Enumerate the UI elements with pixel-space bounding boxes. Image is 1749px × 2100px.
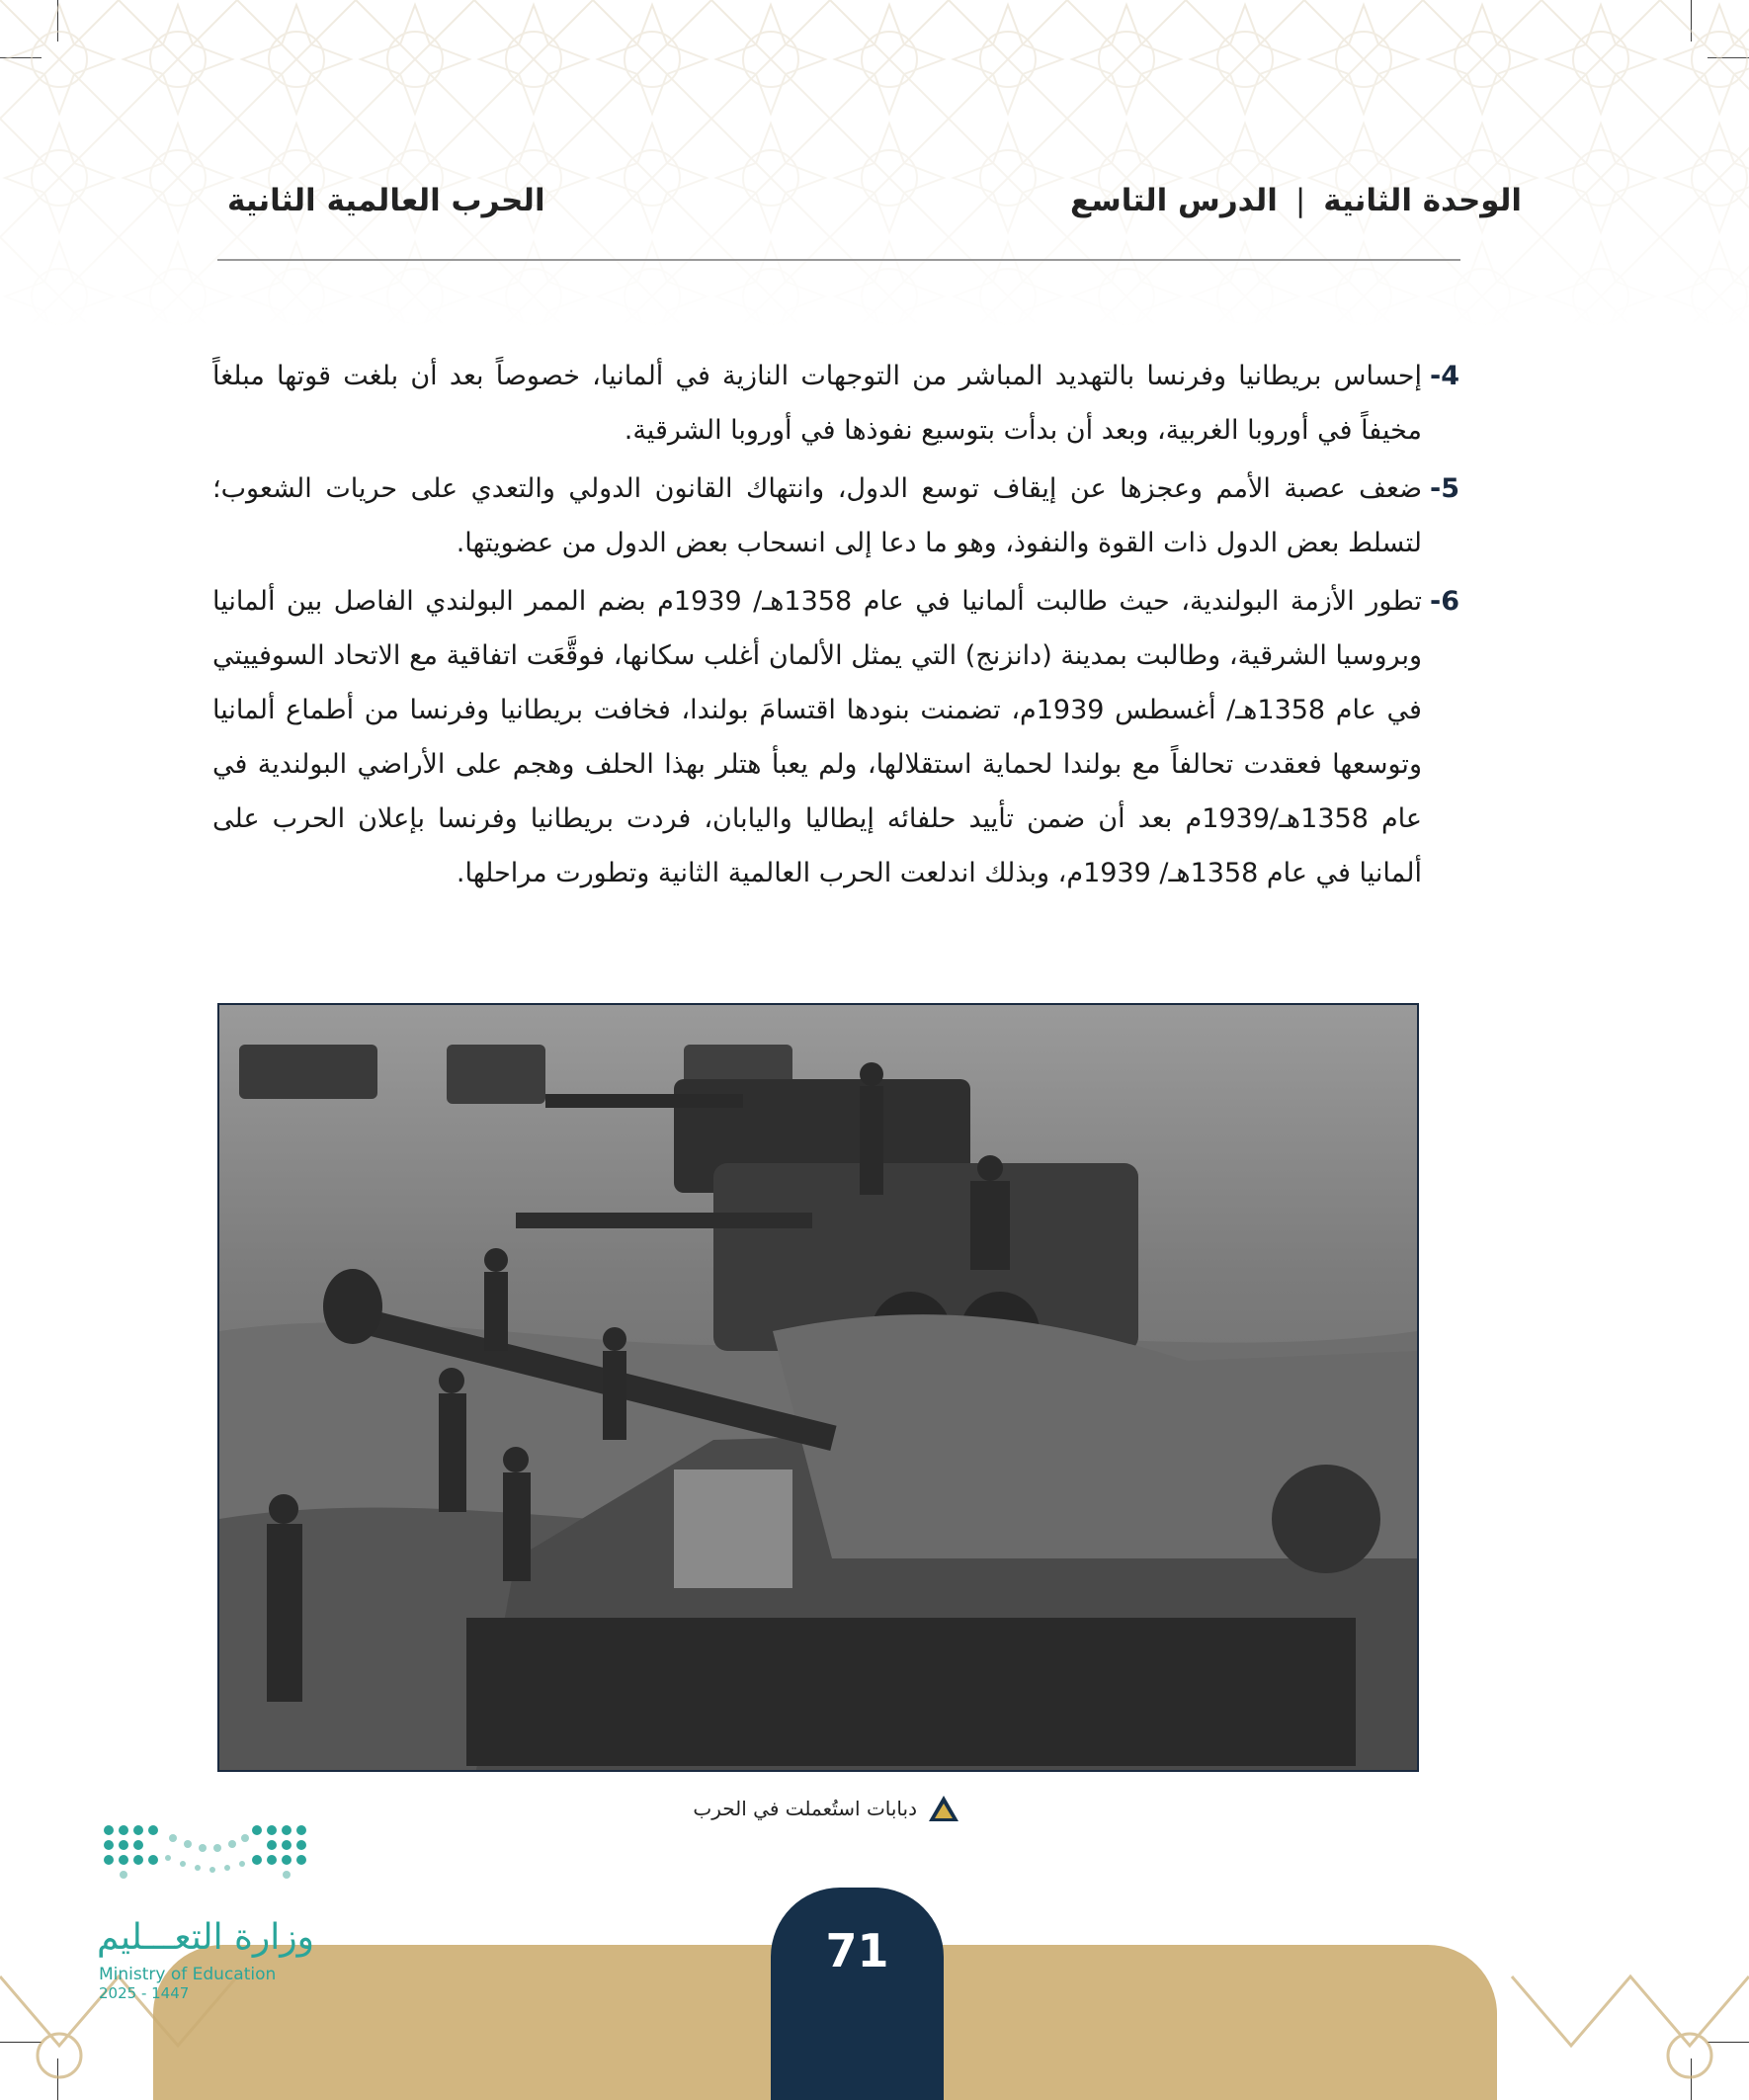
page-header (198, 168, 1551, 247)
header-separator: | (1294, 183, 1306, 218)
item-number: 4- (1429, 361, 1459, 391)
list-item (212, 349, 1459, 458)
header-unit-lesson (1070, 183, 1522, 218)
ministry-year: 2025 - 1447 (99, 1984, 190, 2002)
photo-illustration (219, 1005, 1417, 1770)
item-text: تطور الأزمة البولندية، حيث طالبت ألمانيا في عام 1358هـ/ 1939م بضم الممر البولندي الفاصل بين ألمانيا وبروسيا الشرقية، وطالبت بمدينة (دانزنج) التي يمثل الألمان أغلب سكانها، فوقَّعَت اتفاقية مع الاتحاد السوفييتي في عام 1358هـ/ أغسطس 1939م، تضمنت بنودها اقتسامَ بولندا، فخافت بريطانيا وفرنسا من أطماع ألمانيا وتوسعها فعقدت تحالفاً مع بولندا لحماية استقلالها، ولم يعبأ هتلر بهذا الحلف وهجم على الأراضي البولندية في عام 1358هـ/1939م بعد أن ضمن تأييد حلفائه إيطاليا واليابان، فردت بريطانيا وفرنسا بإعلان الحرب على ألمانيا في عام 1358هـ/ 1939م، وبذلك اندلعت الحرب العالمية الثانية وتطورت مراحلها. (212, 586, 1422, 888)
item-text: ضعف عصبة الأمم وعجزها عن إيقاف توسع الدول، وانتهاك القانون الدولي والتعدي على حريات الشعوب؛ لتسلط بعض الدول ذات القوة والنفوذ، وهو ما دعا إلى انسحاب بعض الدول من عضويتها. (212, 473, 1422, 558)
ministry-name-ar: وزارة التعـــليم (97, 1917, 315, 1958)
item-text: إحساس بريطانيا وفرنسا بالتهديد المباشر من التوجهات النازية في ألمانيا، خصوصاً بعد أن بلغت قوتها مبلغاً مخيفاً في أوروبا الغربية، وبعد أن بدأت بتوسيع نفوذها في أوروبا الشرقية. (212, 361, 1422, 446)
ministry-name-en: Ministry of Education (99, 1965, 277, 1984)
tanks-photo (217, 1003, 1419, 1772)
list-item (212, 462, 1459, 570)
page-number-badge (771, 1888, 944, 2100)
page-number: 71 (825, 1924, 889, 1977)
header-divider (217, 259, 1460, 261)
item-number: 5- (1429, 473, 1459, 504)
caption-text: دبابات استُعملت في الحرب (693, 1797, 917, 1820)
body-text (212, 349, 1459, 904)
triangle-icon (927, 1794, 960, 1823)
header-lesson: الدرس التاسع (1070, 183, 1278, 218)
header-topic: الحرب العالمية الثانية (227, 183, 545, 218)
list-item (212, 574, 1459, 900)
figure-caption (593, 1794, 960, 1823)
header-unit: الوحدة الثانية (1323, 183, 1522, 218)
header-pattern (0, 0, 1749, 326)
item-number: 6- (1429, 586, 1459, 617)
